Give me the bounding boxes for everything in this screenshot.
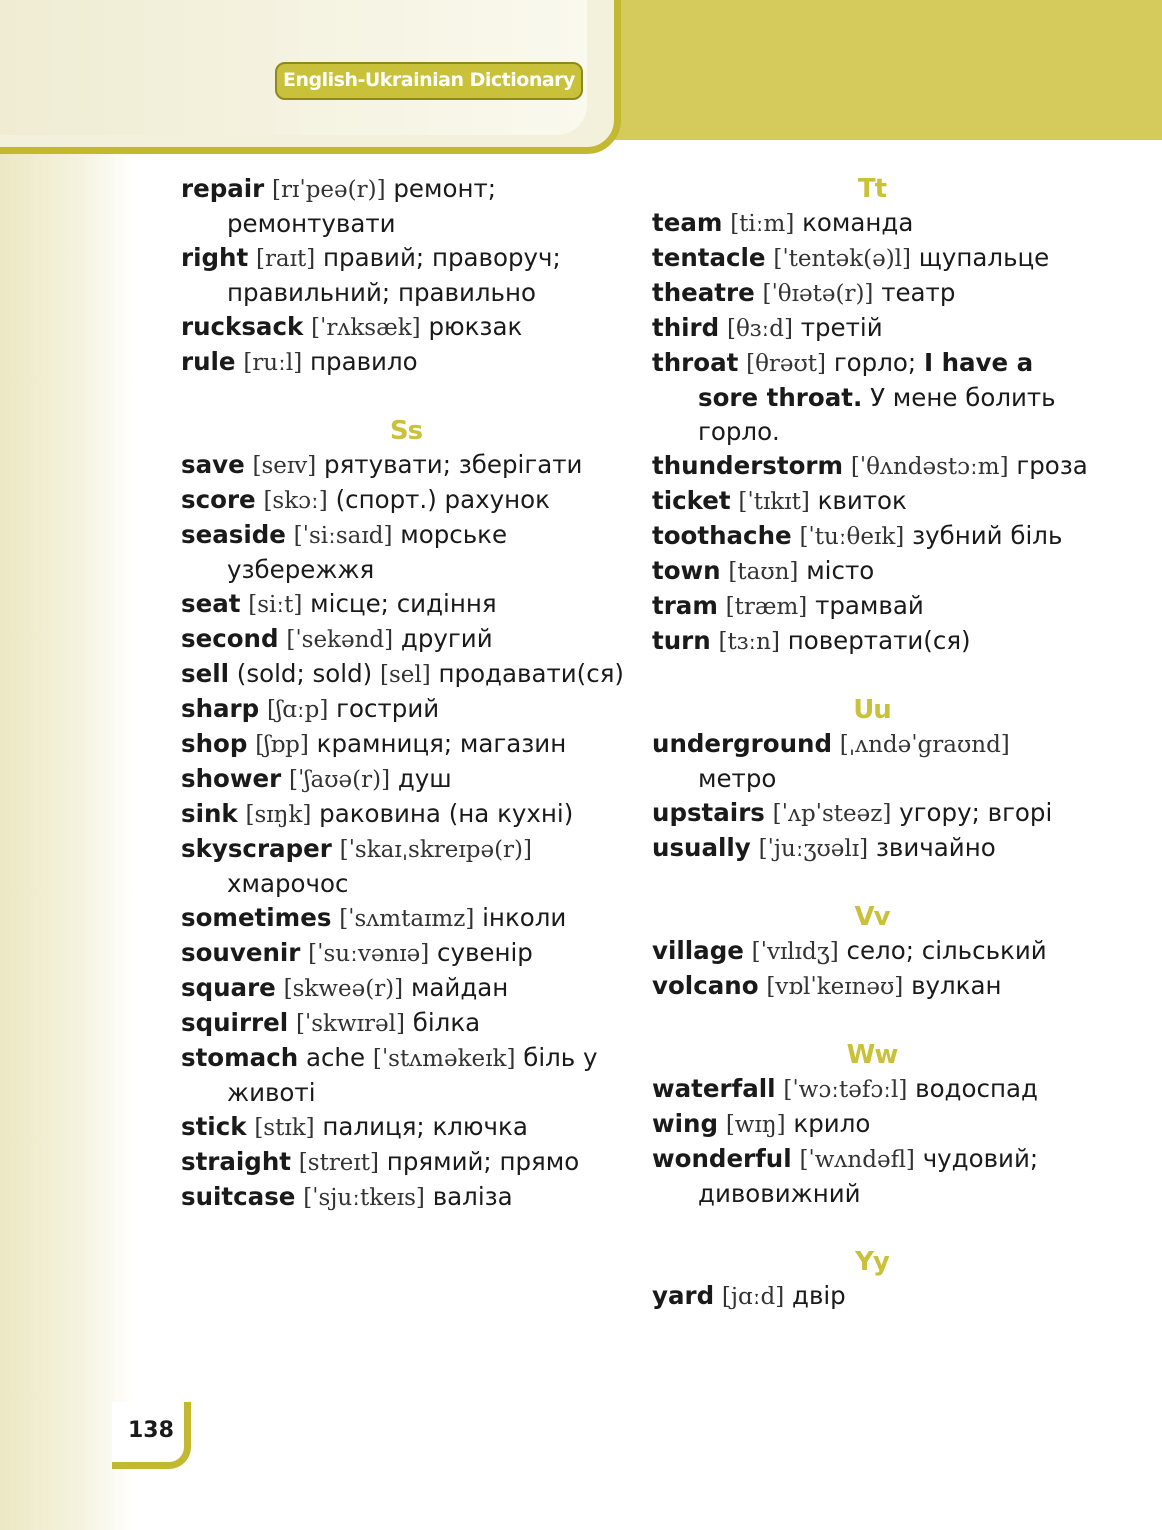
headword: throat [652,348,739,377]
headword: tram [652,591,718,620]
dictionary-entry [652,519,1092,554]
transcription: [ʃɑːp] [266,697,329,723]
dictionary-entry [181,448,631,483]
dictionary-entry [652,589,1092,624]
translation: театр [881,278,956,307]
dictionary-entry [181,1041,631,1110]
headword: shop [181,729,248,758]
section-letter: Vv [854,902,890,932]
transcription: [ˈrʌksæk] [311,315,421,341]
transcription: [ˈsiːsaɪd] [293,523,393,549]
transcription: [skweə(r)] [283,976,404,1002]
transcription: [ˈskaɪˌskreɪpə(r)] [339,837,532,863]
headword: seat [181,589,241,618]
translation: водоспад [915,1074,1038,1103]
dictionary-entry [652,1072,1092,1107]
translation: правило [310,347,418,376]
translation: продавати(ся) [438,659,624,688]
translation: морське узбережжя [227,520,508,584]
translation: угору; вгорі [899,798,1053,827]
dictionary-entry [652,241,1092,276]
translation: квиток [817,486,907,515]
transcription: [ˈstʌməkeɪk] [372,1046,516,1072]
translation: хмарочос [227,869,349,898]
dictionary-entry [652,449,1092,484]
dictionary-entry [181,587,631,622]
dictionary-entry [652,969,1092,1004]
translation: душ [397,764,452,793]
translation: палиця; ключка [322,1112,528,1141]
transcription: [ˈʃaʊə(r)] [289,767,391,793]
translation: рятувати; зберігати [324,450,583,479]
transcription: [ˈvɪlɪdʒ] [751,939,839,965]
headword: team [652,208,723,237]
transcription: [ˈθɪətə(r)] [762,281,874,307]
dictionary-title: English-Ukrainian Dictionary [275,62,583,100]
section-letter: Yy [855,1247,889,1277]
dictionary-entry [181,1180,631,1215]
transcription: [θrəʊt] [746,351,827,377]
translation: третій [800,313,883,342]
dictionary-entry [652,1107,1092,1142]
dictionary-entry [181,936,631,971]
transcription: [ˈjuːʒʊəlɪ] [758,836,869,862]
transcription: [seɪv] [252,453,317,479]
headword: repair [181,174,265,203]
headword: skyscraper [181,834,332,863]
headword: underground [652,729,832,758]
dictionary-entry [652,831,1092,866]
headword: seaside [181,520,286,549]
dictionary-entry [652,554,1092,589]
translation: місце; сидіння [310,589,497,618]
right-column [652,172,1092,1314]
dictionary-entry [181,727,631,762]
translation: чудовий; дивовижний [698,1144,1039,1208]
transcription: [ˌʌndəˈgraʊnd] [839,732,1010,758]
transcription: [ˈθʌndəstɔːm] [850,454,1009,480]
headword: rule [181,347,236,376]
left-column [181,172,631,1215]
dictionary-entry [181,1006,631,1041]
headword: square [181,973,276,1002]
dictionary-entry [181,797,631,832]
translation: (спорт.) рахунок [335,485,550,514]
transcription: [raɪt] [255,246,316,272]
translation: метро [698,764,777,793]
transcription: [jɑːd] [721,1284,785,1310]
headword: thunderstorm [652,451,844,480]
headword: theatre [652,278,755,307]
transcription: [taʊn] [728,559,799,585]
dictionary-entry [181,310,631,345]
transcription: [sel] [379,662,431,688]
dictionary-entry [181,762,631,797]
headword: ticket [652,486,731,515]
transcription: [vɒlˈkeɪnəʊ] [766,974,904,1000]
headword: wonderful [652,1144,792,1173]
transcription: [træm] [725,594,808,620]
transcription: [wɪŋ] [725,1112,786,1138]
transcription: [ˈsekənd] [286,627,394,653]
translation: білка [412,1008,481,1037]
transcription: [ruːl] [243,350,303,376]
grammar-note: (sold; sold) [236,659,373,688]
dictionary-entry [652,796,1092,831]
dictionary-entry [181,622,631,657]
headword: tentacle [652,243,766,272]
dictionary-entry [652,624,1092,659]
translation: зубний біль [912,521,1063,550]
translation: біль у животі [227,1043,598,1107]
page-margin-shade [0,0,135,1530]
translation: валіза [432,1182,513,1211]
headword: souvenir [181,938,301,967]
dictionary-entry [181,1110,631,1145]
headword: toothache [652,521,792,550]
headword: squirrel [181,1008,289,1037]
translation: сувенір [437,938,533,967]
headword: yard [652,1281,715,1310]
section-letter: Tt [857,174,887,204]
translation: майдан [410,973,509,1002]
translation: крамниця; магазин [316,729,567,758]
headword: stick [181,1112,247,1141]
transcription: [ˈskwɪrəl] [295,1011,405,1037]
dictionary-entry [652,1142,1092,1211]
translation: звичайно [875,833,996,862]
translation: крило [793,1109,871,1138]
dictionary-entry [652,484,1092,519]
section-letter: Uu [853,695,891,725]
translation: місто [806,556,875,585]
transcription: [ˈtentək(ə)l] [773,246,911,272]
headword: town [652,556,721,585]
transcription: [stɪk] [254,1115,315,1141]
dictionary-entry [652,346,1092,449]
example-phrase: I have a sore throat. [698,348,1034,412]
grammar-note: ache [305,1043,366,1072]
headword: turn [652,626,711,655]
translation: повертати(ся) [787,626,971,655]
translation: двір [792,1281,846,1310]
dictionary-entry [181,1145,631,1180]
transcription: [ʃɒp] [255,732,309,758]
headword: volcano [652,971,759,1000]
dictionary-entry [181,241,631,310]
translation: прямий; прямо [386,1147,580,1176]
headword: sell [181,659,229,688]
headword: save [181,450,245,479]
section-letter: Ww [846,1040,898,1070]
transcription: [ˈʌpˈsteəz] [772,801,892,827]
transcription: [skɔː] [263,488,328,514]
transcription: [tɜːn] [718,629,780,655]
transcription: [ˈwɔːtəfɔːl] [783,1077,908,1103]
dictionary-entry [652,311,1092,346]
dictionary-entry [181,172,631,241]
translation: ремонт; ремонтувати [227,174,497,238]
dictionary-entry [181,345,631,380]
translation: щупальце [918,243,1050,272]
dictionary-entry [181,518,631,587]
transcription: [sɪŋk] [245,802,312,828]
headword: rucksack [181,312,304,341]
dictionary-entry [181,901,631,936]
headword: village [652,936,744,965]
translation: гроза [1016,451,1088,480]
dictionary-entry [181,832,631,901]
translation: гострий [336,694,440,723]
headword: score [181,485,256,514]
headword: sharp [181,694,260,723]
translation: рюкзак [428,312,523,341]
translation: інколи [482,903,567,932]
dictionary-entry [652,1279,1092,1314]
dictionary-entry [652,934,1092,969]
transcription: [rɪˈpeə(r)] [272,177,386,203]
headword: third [652,313,720,342]
translation: команда [802,208,914,237]
translation: вулкан [911,971,1002,1000]
translation: другий [400,624,493,653]
dictionary-entry [181,971,631,1006]
transcription: [streɪt] [298,1150,379,1176]
headword: second [181,624,279,653]
transcription: [tiːm] [730,211,795,237]
page-number: 138 [128,1418,174,1443]
headword: upstairs [652,798,765,827]
transcription: [ˈsuːvənɪə] [308,941,430,967]
headword: usually [652,833,751,862]
headword: straight [181,1147,291,1176]
headword: waterfall [652,1074,776,1103]
translation: раковина (на кухні) [319,799,574,828]
transcription: [ˈsʌmtaɪmz] [339,906,475,932]
headword: stomach [181,1043,299,1072]
translation: горло; [833,348,917,377]
headword: sometimes [181,903,332,932]
transcription: [ˈwʌndəfl] [799,1147,915,1173]
transcription: [θɜːd] [726,316,793,342]
headword: right [181,243,249,272]
transcription: [ˈtuːθeɪk] [799,524,905,550]
headword: shower [181,764,282,793]
dictionary-entry [652,206,1092,241]
example-translation: У мене болить горло. [698,383,1056,446]
dictionary-entry [652,727,1092,796]
dictionary-entry [181,657,631,692]
headword: sink [181,799,238,828]
transcription: [siːt] [248,592,303,618]
dictionary-entry [181,483,631,518]
headword: suitcase [181,1182,296,1211]
transcription: [ˈtɪkɪt] [738,489,810,515]
transcription: [ˈsjuːtkeɪs] [303,1185,425,1211]
dictionary-entry [181,692,631,727]
translation: правий; праворуч; правильний; правильно [227,243,561,307]
dictionary-entry [652,276,1092,311]
headword: wing [652,1109,719,1138]
translation: трамвай [815,591,924,620]
translation: село; сільський [846,936,1047,965]
section-letter: Ss [389,416,423,446]
